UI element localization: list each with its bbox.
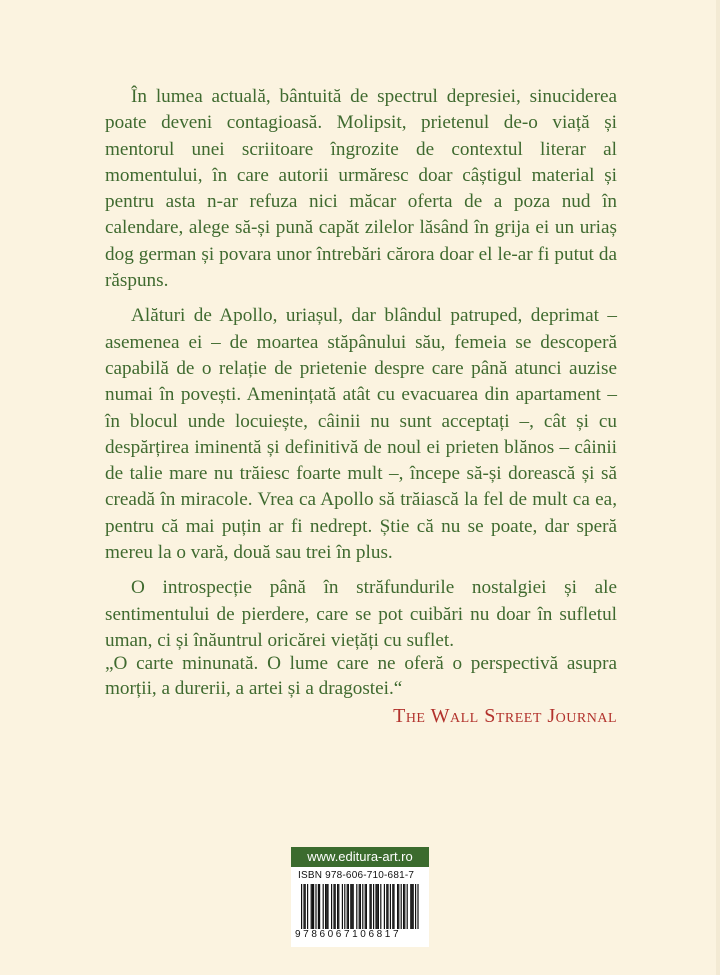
barcode-bar	[333, 884, 334, 932]
barcode-bar	[337, 884, 338, 932]
barcode-bar	[390, 884, 391, 932]
barcode-bar	[319, 884, 320, 932]
isbn-number: ISBN 978-606-710-681-7	[298, 870, 415, 881]
publisher-website: www.editura-art.ro	[291, 847, 429, 867]
barcode-bar	[351, 884, 352, 932]
barcode-bar	[387, 884, 388, 932]
barcode-bar	[365, 884, 366, 932]
barcode-bar	[378, 884, 379, 932]
barcode-bar	[398, 884, 399, 932]
barcode-bar	[413, 884, 414, 932]
barcode-bar	[359, 884, 360, 932]
barcode-bar	[411, 884, 412, 932]
barcode-bar	[338, 884, 339, 932]
barcode-bar	[360, 884, 361, 932]
barcode-bar	[342, 884, 343, 932]
barcode-bar	[318, 884, 319, 932]
barcode-bar	[375, 884, 376, 932]
barcode-bar	[393, 884, 394, 932]
barcode-bar	[380, 884, 381, 932]
barcode-bar	[377, 884, 378, 932]
barcode-bar	[403, 884, 404, 932]
barcode-bar	[344, 884, 345, 932]
barcode-bar	[347, 884, 348, 932]
barcode-bar	[325, 884, 326, 932]
blurb-text	[105, 84, 617, 663]
barcode-bar	[373, 884, 374, 932]
barcode-bar	[401, 884, 402, 932]
barcode-bar	[371, 884, 372, 932]
barcode-bar	[327, 884, 328, 932]
barcode-bar	[350, 884, 351, 932]
review-quote: „O carte minunată. O lume care ne oferă o perspectivă asupra morții, a durerii, a artei și a dragostei.“	[105, 653, 617, 699]
quote-source: The Wall Street Journal	[393, 705, 617, 727]
barcode-label	[291, 847, 429, 947]
barcode-bar	[369, 884, 370, 932]
barcode-bar	[323, 884, 324, 932]
blurb-paragraph-2: Alături de Apollo, uriașul, dar blândul patruped, deprimat – asemenea ei – de moartea stăpânului său, femeia se descoperă capabilă de o relație de prietenie despre care până atunci auzise numai în povești. Amenințată atât cu evacuarea din apartament – în blocul unde locuiește, câinii nu sunt acceptați –, cât și cu despărțirea iminentă și definitivă de noul ei prieten blănos – câinii de talie mare nu trăiesc foarte mult –, începe să-și dorească și să creadă în miracole. Vrea ca Apollo să trăiască la fel de mult ca ea, pentru că mai puțin ar fi nedrept. Știe că nu se poate, dar speră mereu la o vară, două sau trei în plus.	[105, 305, 617, 564]
barcode-bar	[353, 884, 354, 932]
barcode-bar	[410, 884, 411, 932]
barcode-bar	[407, 884, 408, 932]
barcode-bar	[311, 884, 312, 932]
barcode-bar	[404, 884, 405, 932]
barcode-bar	[312, 884, 313, 932]
barcode-bar	[415, 884, 416, 932]
barcode-icon	[301, 884, 419, 932]
barcode-bar	[315, 884, 316, 932]
barcode-bar	[326, 884, 327, 932]
barcode-bar	[335, 884, 336, 932]
barcode-bar	[362, 884, 363, 932]
barcode-bar	[356, 884, 357, 932]
blurb-paragraph-1: În lumea actuală, bântuită de spectrul depresiei, sinuciderea poate deveni contagioasă. Molipsit, prietenul de-o viață și mentorul unei scriitoare îngrozite de contextul literar al momentului, în care autorii urmăresc doar câștigul material și pentru asta n-ar refuza nici măcar oferta de a poza nud în calendare, alege să-și pună capăt zilelor lăsând în grija ei un uriaș dog german și povara unor întrebări cărora doar el le-ar fi putut da răspuns.	[105, 86, 617, 292]
barcode-bar	[386, 884, 387, 932]
barcode-bar	[348, 884, 349, 932]
barcode-bar	[366, 884, 367, 932]
barcode-bar	[397, 884, 398, 932]
barcode-bar	[392, 884, 393, 932]
barcode-digits: 9786067106817	[295, 929, 425, 940]
barcode-bar	[303, 884, 304, 932]
barcode-bar	[313, 884, 314, 932]
barcode-bar	[307, 884, 308, 932]
barcode-bar	[305, 884, 306, 932]
barcode-bar	[331, 884, 332, 932]
barcode-bar	[417, 884, 418, 932]
barcode-bar	[384, 884, 385, 932]
barcode-bar	[301, 884, 302, 932]
cover-edge	[716, 0, 720, 975]
blurb-paragraph-3: O introspecție până în străfundurile nostalgiei și ale sentimentului de pierdere, care se pot cuibări nu doar în sufletul uman, ci și înăuntrul oricărei viețăți cu suflet.	[105, 577, 617, 651]
